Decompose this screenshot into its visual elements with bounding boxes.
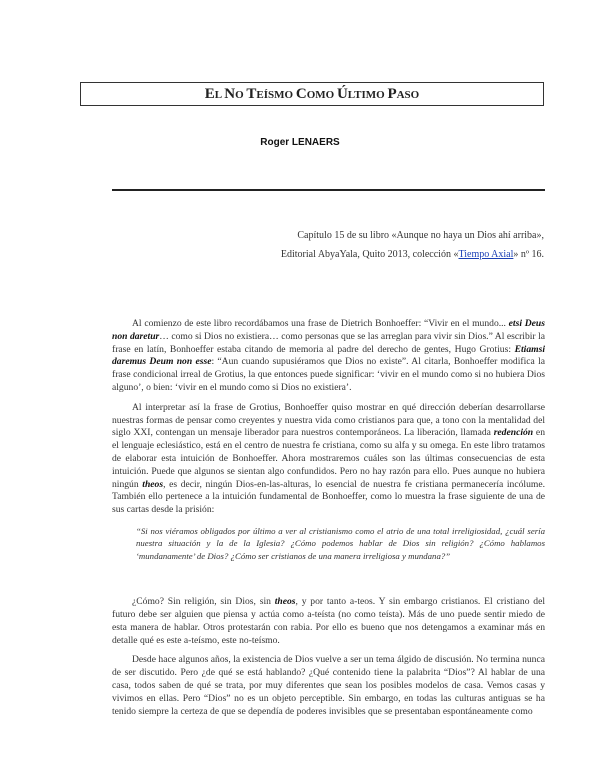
- document-title: [80, 82, 544, 106]
- paragraph-text: Al interpretar así la frase de Grotius, Bonhoeffer quiso mostrar en qué dirección deberían desarrollarse nuestras formas de pensar como creyentes y nuestra vida como cristianos para que, a tono con la mentalidad del siglo XXI, contengan un mensaje liberador para nuestros contemporáneos. La liberación, llamada: [112, 401, 545, 439]
- author-name: Roger LENAERS: [260, 137, 340, 148]
- emphasized-term: theos: [274, 596, 296, 608]
- source-line-1: Capítulo 15 de su libro «Aunque no haya un Dios ahí arriba»,: [297, 230, 544, 241]
- title-initial: P: [387, 86, 397, 102]
- source-line-2-suffix: » nº 16.: [513, 249, 544, 260]
- source-citation: [114, 226, 544, 264]
- emphasized-term: redención: [493, 427, 534, 439]
- latin-phrase: etsi Deus non daretur: [112, 318, 545, 342]
- emphasized-term: theos: [142, 478, 164, 490]
- paragraph-4: Desde hace algunos años, la existencia de Dios vuelve a ser un tema álgido de discusión. No termina nunca de ser discutido. Pero ¿de qué se está hablando? ¿Qué contenido tiene la palabrita “Dios”? Al hablar de una casa, todos saben de qué se trata, por muy diferentes que sean los posibles modelos de casa. Vemos casas y vivimos en ellas. Pero “Dios” no es un objeto perceptible. Sin embargo, en todas las culturas antiguas se ha tenido siempre la certeza de que se dependía de poderes invisibles que se presentaban espontáneamente como: [112, 654, 545, 717]
- header-divider: [112, 189, 545, 191]
- title-rest: L: [214, 89, 225, 101]
- title-rest: OMO: [306, 89, 337, 101]
- tiempo-axial-link[interactable]: Tiempo Axial: [458, 249, 514, 260]
- title-rest: LTIMO: [347, 89, 388, 101]
- source-line-2: [114, 245, 544, 264]
- paragraph-text: … como si Dios no existiera… como personas que se las arreglan para vivir sin Dios.” Al escribir la frase en latín, Bonhoeffer estaba citando de memoria al padre del derecho de gentes, Hugo Grotius:: [112, 330, 546, 355]
- paragraph-1: [112, 318, 545, 395]
- title-rest: EÍSMO: [256, 89, 296, 101]
- paragraph-text: , y por tanto a-teos. Y sin embargo cristianos. El cristiano del futuro debe ser alguien que piensa y actúa como a-teísta (no como teísta). Más de uno puede sentir miedo de esta manera de hablar. Otros protestarán con rabia. Por ello es bueno que nos detengamos a examinar más en detalle qué es este a-teísmo, este no-teísmo.: [112, 596, 546, 646]
- paragraph-text: ¿Cómo? Sin religión, sin Dios, sin: [132, 596, 275, 608]
- title-initial: C: [295, 86, 307, 102]
- title-initial: N: [224, 86, 236, 102]
- title-rest: ASO: [396, 89, 420, 101]
- title-rest: O: [235, 89, 247, 101]
- paragraph-text: , es decir, ningún Dios-en-las-alturas, lo esencial de nuestra fe cristiana permanecería incólume. También ello pertenece a la intuición fundamental de Bonhoeffer, como lo muestra la frase siguiente de una de sus cartas desde la prisión:: [112, 478, 545, 516]
- title-initial: Ú: [336, 86, 348, 102]
- title-initial: E: [204, 86, 215, 102]
- paragraph-2: [112, 402, 545, 517]
- latin-phrase: Etiamsi daremus Deum non esse: [112, 343, 545, 368]
- paragraph-text: en el lenguaje eclesiástico, está en el centro de nuestra fe cristiana, como su alfa y su omega. En este libro tratamos de elaborar esta intuición de Bonhoeffer. Ahora mostraremos cuáles son las últimas consecuencias de esta intuición. Puede que algunos se sientan algo confundidos. Pero no hay razón para ello. Pues aunque no hubiera ningún: [112, 427, 545, 490]
- title-initial: T: [246, 86, 257, 102]
- paragraph-text: Al comienzo de este libro recordábamos una frase de Dietrich Bonhoeffer: “Vivir en el mundo...: [132, 318, 509, 329]
- paragraph-text: : “Aun cuando supusiéramos que Dios no existe”. Al citarla, Bonhoeffer modifica la frase condicional irreal de Grotius, la que entonces puede significar: ‘vivir en el mundo como si no hubiera Dios alguno’, o bien: ‘vivir en el mundo como si Dios no existiera’.: [112, 356, 545, 393]
- article-body: [112, 318, 545, 718]
- source-line-2-text: Editorial AbyaYala, Quito 2013, colección «: [280, 249, 459, 260]
- paragraph-3: [112, 596, 545, 647]
- bonhoeffer-quote: “Si nos viéramos obligados por último a ver al cristianismo como el atrio de una total irreligiosidad, ¿cuál sería nuestra situación y la de la Iglesia? ¿Cómo podemos hablar de Dios sin religión? ¿Cómo hablamos ‘mundanamente’ de Dios? ¿Cómo ser cristianos de una manera irreligiosa y mundana?”: [136, 525, 545, 561]
